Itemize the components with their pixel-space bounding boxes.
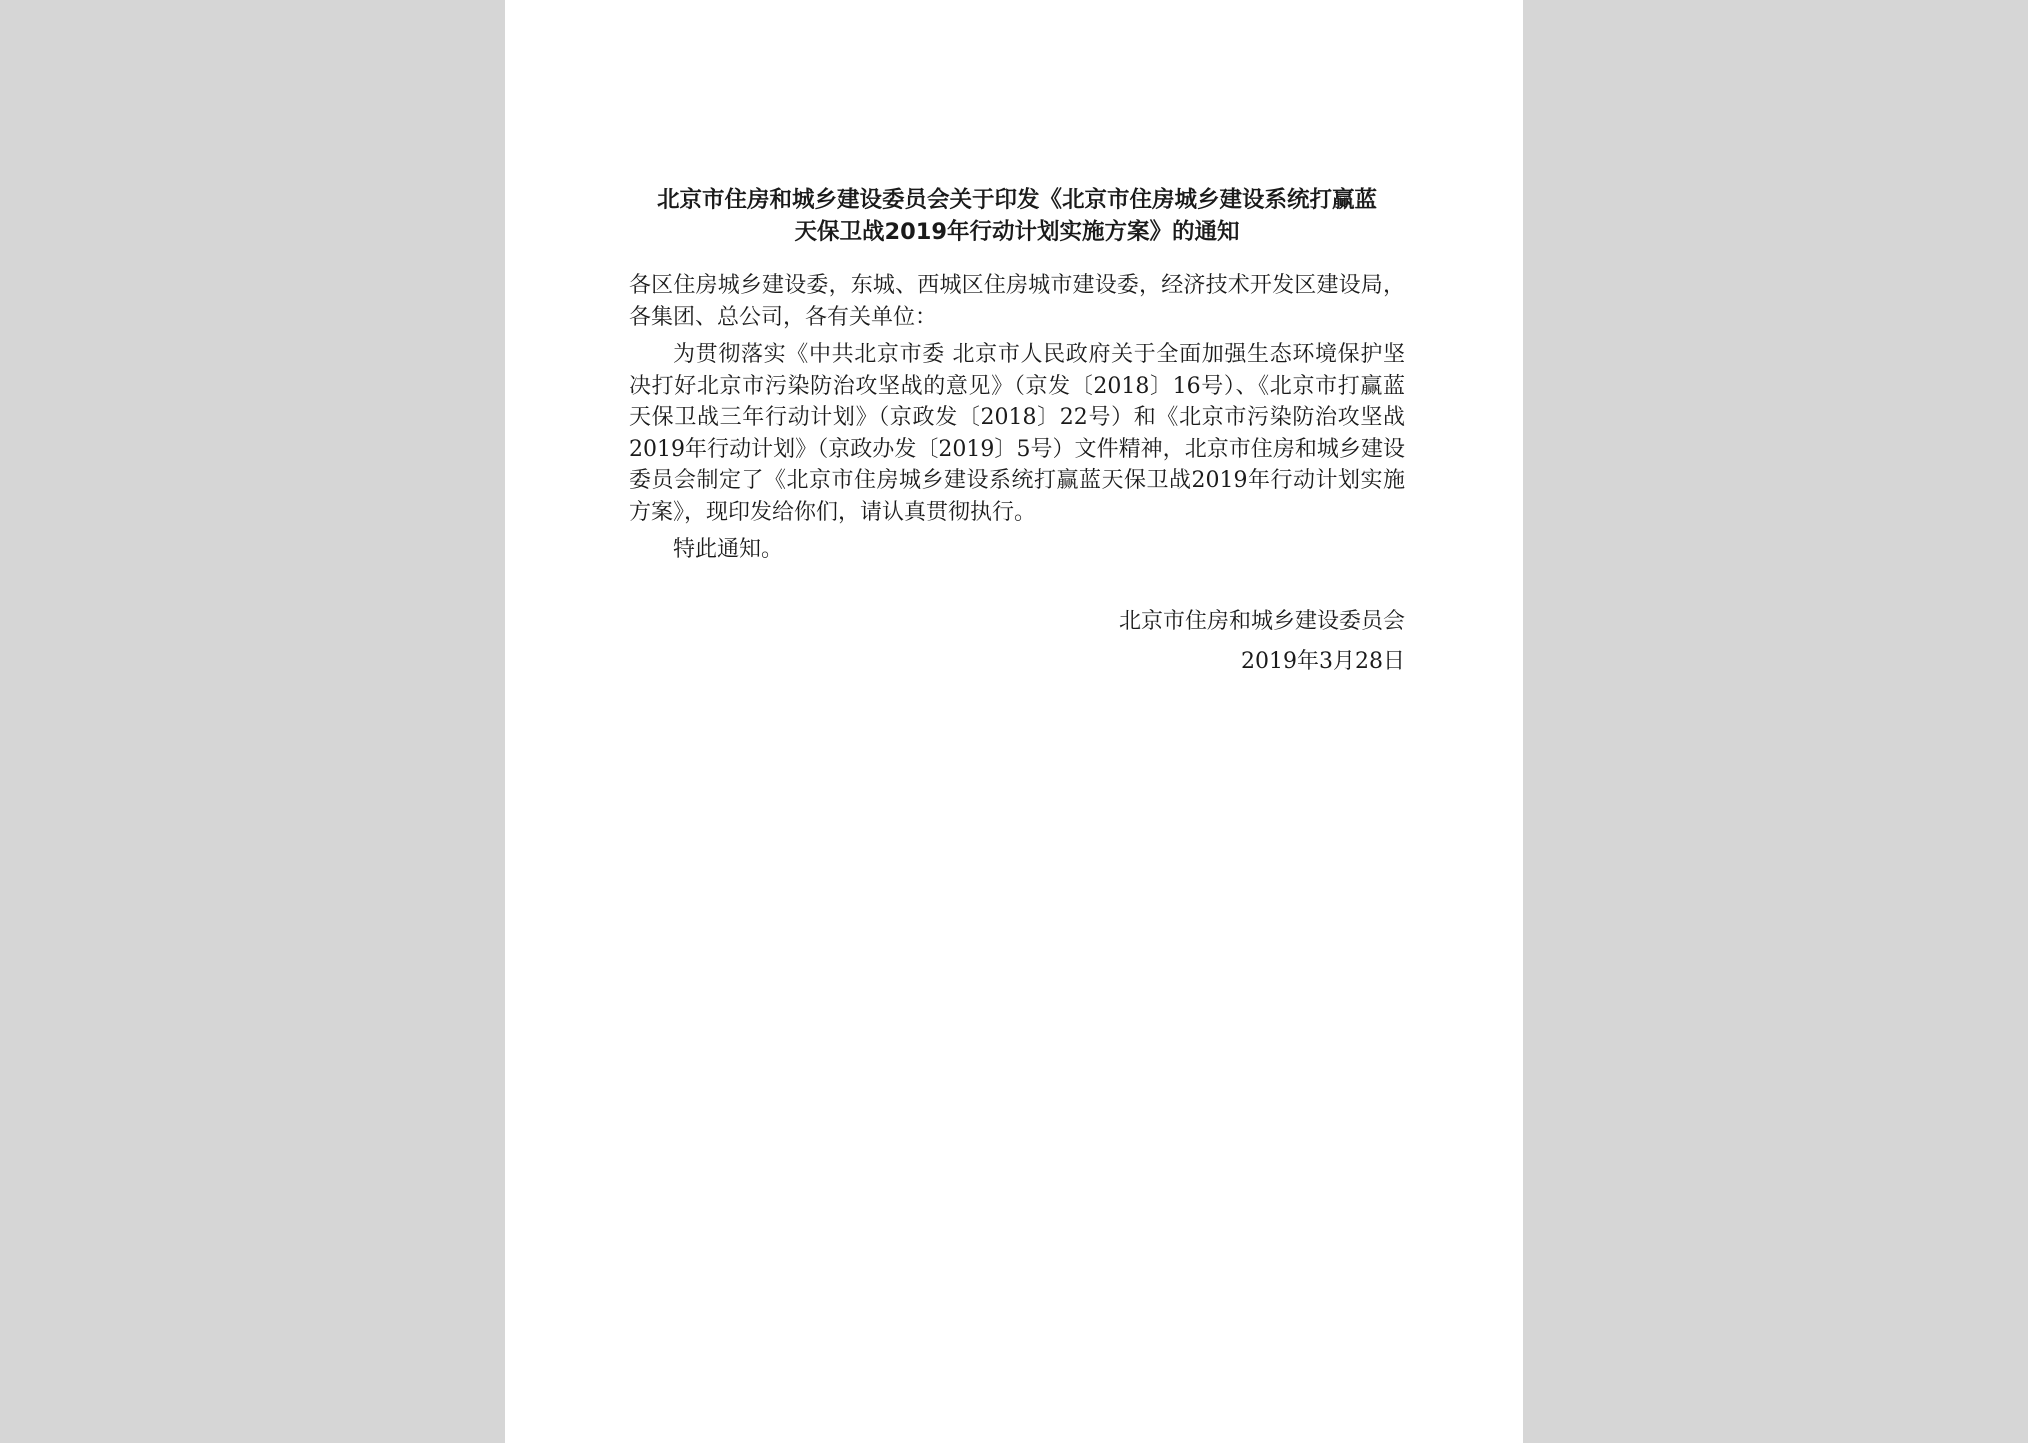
- document-content: [629, 184, 1405, 682]
- document-title: [629, 184, 1405, 248]
- body-paragraph: 为贯彻落实《中共北京市委 北京市人民政府关于全面加强生态环境保护坚决打好北京市污染防治攻坚战的意见》（京发〔2018〕16号）、《北京市打赢蓝天保卫战三年行动计划》（京政发〔2018〕22号）和《北京市污染防治攻坚战2019年行动计划》（京政办发〔2019〕5号）文件精神，北京市住房和城乡建设委员会制定了《北京市住房城乡建设系统打赢蓝天保卫战2019年行动计划实施方案》，现印发给你们，请认真贯彻执行。: [629, 342, 1405, 525]
- document-page: [505, 0, 1523, 1443]
- signature-block: [629, 602, 1405, 682]
- issue-date: 2019年3月28日: [1241, 648, 1405, 674]
- title-line-2: 天保卫战2019年行动计划实施方案》的通知: [794, 219, 1240, 245]
- issuer-name: 北京市住房和城乡建设委员会: [1118, 608, 1405, 634]
- closing-remark: 特此通知。: [673, 537, 784, 562]
- title-line-1: 北京市住房和城乡建设委员会关于印发《北京市住房城乡建设系统打赢蓝: [656, 187, 1377, 213]
- salutation: 各区住房城乡建设委，东城、西城区住房城市建设委，经济技术开发区建设局，各集团、总公司，各有关单位：: [629, 273, 1405, 330]
